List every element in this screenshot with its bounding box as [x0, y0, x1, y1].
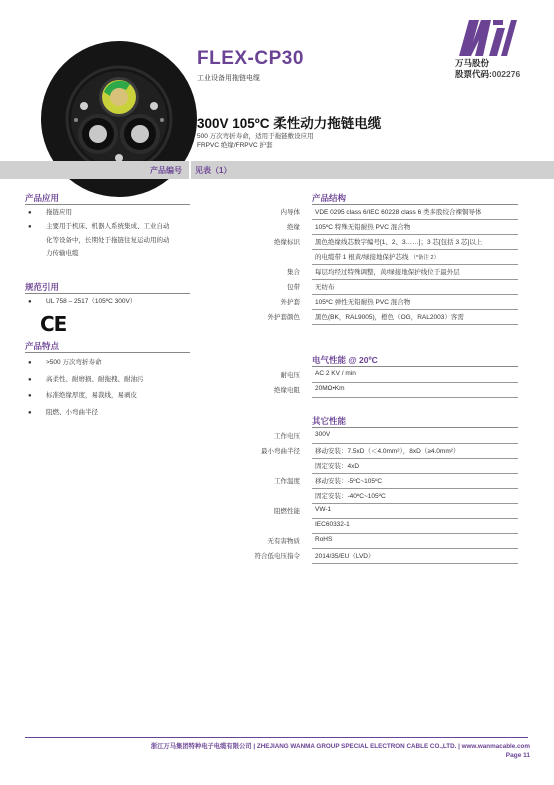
section-divider	[312, 366, 518, 367]
section-divider	[25, 204, 190, 205]
other-value: 2014/35/EU（LVD）	[315, 553, 375, 560]
footer-separator: |	[253, 743, 256, 750]
stock-label: 股票代码:	[455, 69, 492, 79]
row-divider	[312, 294, 518, 295]
structure-value: 的电缆带 1 根黄/绿接地保护芯线 （*备注 2）	[315, 254, 440, 261]
row-divider	[312, 443, 518, 444]
electrical-title: 电气性能 @ 20ºC	[312, 355, 378, 365]
product-headline: 300V 105ºC 柔性动力拖链电缆	[197, 116, 382, 131]
structure-label: 绝缘标识	[274, 239, 300, 246]
product-number-label: 产品编号	[150, 166, 182, 175]
list-item: ● 阻燃、小弯曲半径	[28, 408, 98, 416]
footer-company-en: ZHEJIANG WANMA GROUP SPECIAL ELECTRON CABLE CO.,LTD.	[256, 743, 457, 750]
structure-label: 内导体	[280, 209, 300, 216]
product-number-bar	[0, 161, 554, 179]
row-divider	[312, 563, 518, 564]
list-item: 力传输电缆	[46, 250, 79, 257]
spec-title: 规范引用	[25, 282, 60, 292]
structure-title: 产品结构	[312, 193, 347, 203]
row-divider	[312, 249, 518, 250]
section-divider	[25, 352, 190, 353]
row-divider	[312, 533, 518, 534]
structure-value: 黑色绝缘线芯数字编号[1、2、3……]；3 芯[包括 3 芯]以上	[315, 239, 483, 246]
structure-value: 黑色(BK，RAL9005)，橙色（OG，RAL2003）客需	[315, 314, 464, 321]
row-divider	[312, 473, 518, 474]
stock-code	[455, 68, 520, 80]
structure-value: VDE 0295 class 6/IEC 60228 class 6 类多股绞合裸铜导体	[315, 209, 482, 216]
row-divider	[312, 397, 518, 398]
row-divider	[312, 234, 518, 235]
footer-company	[60, 741, 530, 750]
spec-list	[28, 295, 193, 309]
other-label: 无有害物质	[267, 538, 300, 545]
structure-label: 外护套颜色	[267, 314, 300, 321]
list-item: ● 主要用于机床、机器人系统集成、工业自动	[28, 223, 170, 230]
electrical-value: 20MΩ•Km	[315, 385, 345, 392]
structure-label: 包带	[287, 284, 300, 291]
other-label: 工作电压	[274, 433, 300, 440]
electrical-label: 耐电压	[280, 372, 300, 379]
description-line: FRPVC 绝缘/FRPVC 护套	[197, 142, 273, 149]
list-item: 化等设备中，长期处于拖链往复运动用的动	[46, 237, 170, 244]
list-item: ● 标准绝缘厚度，易裁线，易剥皮	[28, 392, 137, 399]
electrical-value: AC 2 KV / min	[315, 370, 356, 377]
other-value: 固定安装：-40ºC~105ºC	[315, 493, 386, 500]
stock-number: 002276	[491, 69, 521, 79]
feature-list	[28, 355, 193, 421]
other-label: 符合低电压指令	[254, 553, 300, 560]
row-divider	[312, 382, 518, 383]
row-divider	[312, 488, 518, 489]
other-label: 最小弯曲半径	[261, 448, 300, 455]
row-divider	[312, 264, 518, 265]
other-value: 移动安装：7.5xD（＜4.0mm²），8xD（≥4.0mm²）	[315, 448, 460, 455]
description-line: 500 万次弯折寿命，适用于拖链敷设应用	[197, 133, 314, 140]
page-number: Page 11	[505, 752, 530, 759]
section-divider	[312, 427, 518, 428]
product-description	[197, 132, 314, 150]
product-title: FLEX-CP30	[197, 48, 304, 69]
feature-title: 产品特点	[25, 341, 60, 351]
structure-label: 集合	[287, 269, 300, 276]
other-value: VW-1	[315, 506, 332, 513]
footer-company-cn: 浙江万马集团特种电子电缆有限公司	[150, 743, 252, 750]
row-divider	[312, 309, 518, 310]
other-value: 移动安装：-5ºC~105ºC	[315, 478, 383, 485]
other-value: 300V	[315, 431, 331, 438]
list-item: ● >500 万次弯折寿命	[28, 359, 102, 366]
other-title: 其它性能	[312, 416, 347, 426]
row-divider	[312, 503, 518, 504]
section-divider	[25, 293, 190, 294]
product-subtitle: 工业设备用拖链电缆	[197, 75, 260, 82]
structure-value: 105ºC 弹性无铅耐热 PVC 混合物	[315, 299, 411, 306]
bar-divider	[189, 161, 191, 179]
footer-divider	[25, 737, 528, 738]
list-item: ● 拖链应用	[28, 209, 72, 216]
product-number-value: 见表（1）	[195, 166, 232, 175]
company-name: 万马股份	[455, 58, 490, 68]
list-item: ● 高柔性、耐磨损、耐拖拽、耐油污	[28, 375, 144, 383]
structure-value: 每层均经过特殊调整，黄/绿接地保护线位于最外层	[315, 269, 460, 276]
structure-value: 105ºC 特殊无铅耐热 PVC 混合物	[315, 224, 411, 231]
row-divider	[312, 219, 518, 220]
row-divider	[312, 458, 518, 459]
row-divider	[312, 279, 518, 280]
row-divider	[312, 548, 518, 549]
ce-mark-icon: CE	[40, 312, 67, 336]
application-list	[28, 206, 193, 260]
company-logo-icon	[455, 16, 519, 58]
other-value: 固定安装：4xD	[315, 463, 360, 470]
other-value: RoHS	[315, 536, 333, 543]
footer-website-link[interactable]: www.wanmacable.com	[461, 743, 530, 750]
application-title: 产品应用	[25, 193, 60, 203]
structure-label: 外护套	[280, 299, 300, 306]
other-value: IEC60332-1	[315, 521, 350, 528]
footer-separator: |	[458, 743, 460, 750]
other-label: 工作温度	[274, 478, 300, 485]
row-divider	[312, 518, 518, 519]
structure-value: 无纺布	[315, 284, 335, 291]
row-divider	[312, 324, 518, 325]
other-label: 阻燃性能	[274, 508, 300, 515]
electrical-label: 绝缘电阻	[274, 387, 300, 394]
structure-label: 绝缘	[287, 224, 300, 231]
list-item: ● UL 758 – 2517（105ºC 300V）	[28, 298, 137, 305]
section-divider	[312, 204, 518, 205]
